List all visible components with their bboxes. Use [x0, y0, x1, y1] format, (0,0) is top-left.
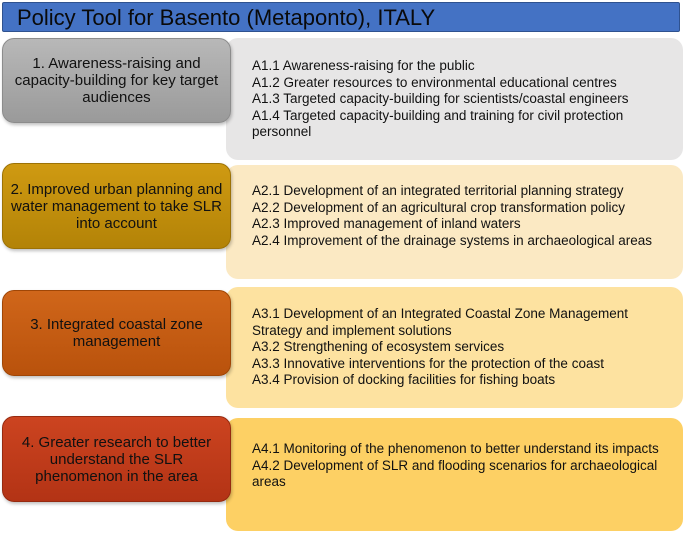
row-4-objective-label: 4. Greater research to better understand the SLR phenomenon in the area [21, 433, 212, 485]
row-1-action-item: A1.3 Targeted capacity-building for scientists/coastal engineers [252, 91, 629, 106]
page-title: Policy Tool for Basento (Metaponto), ITALY [17, 5, 436, 30]
row-3-action-item: A3.1 Development of an Integrated Coastal Zone Management Strategy and implement solutions [252, 306, 628, 338]
row-2-action-item: A2.2 Development of an agricultural crop transformation policy [252, 199, 625, 215]
row-4-action-item: A4.2 Development of SLR and flooding scenarios for archaeological areas [252, 457, 658, 489]
row-2-objective-box [2, 163, 231, 249]
row-1-action-item: A1.2 Greater resources to environmental educational centres [252, 74, 617, 90]
row-1-objective-label: 1. Awareness-raising and capacity-building for key target audiences [14, 55, 219, 106]
row-1-action-item: A1.1 Awareness-raising for the public [252, 58, 475, 73]
row-4-action-item: A4.1 Monitoring of the phenomenon to better understand its impacts [252, 441, 659, 456]
row-1-action-list [252, 58, 677, 141]
row-3-objective-label: 3. Integrated coastal zone management [30, 316, 203, 350]
row-4-action-list [252, 441, 677, 491]
row-3-action-item: A3.2 Strengthening of ecosystem services [252, 339, 505, 354]
title-bar [2, 2, 680, 32]
row-2-objective-label: 2. Improved urban planning and water management to take SLR into account [10, 180, 223, 232]
row-3-action-item: A3.4 Provision of docking facilities for fishing boats [252, 372, 556, 387]
row-3-action-item: A3.3 Innovative interventions for the protection of the coast [252, 355, 604, 371]
row-2-action-item: A2.3 Improved management of inland waters [252, 216, 521, 231]
row-2-action-item: A2.1 Development of an integrated territorial planning strategy [252, 183, 624, 198]
row-4-objective-box [2, 416, 231, 502]
row-2-action-list [252, 183, 677, 249]
row-2-action-item: A2.4 Improvement of the drainage systems in archaeological areas [252, 232, 652, 248]
row-3-action-list [252, 306, 677, 389]
row-1-action-item: A1.4 Targeted capacity-building and training for civil protection personnel [252, 107, 624, 139]
row-1-objective-box [2, 38, 231, 123]
row-3-objective-box [2, 290, 231, 376]
